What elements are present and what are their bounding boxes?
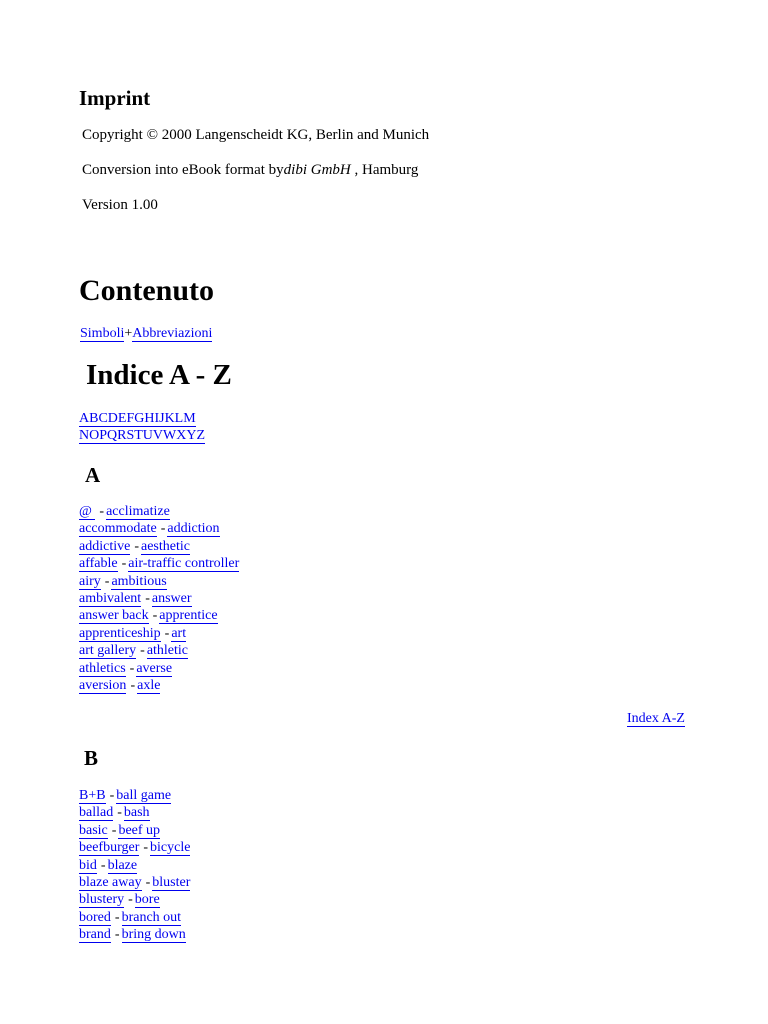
range-end-link[interactable]: ambitious (111, 573, 167, 589)
range-separator: - (164, 625, 170, 641)
range-end-link[interactable]: art (171, 625, 187, 641)
range-start-link[interactable]: brand (79, 927, 111, 943)
back-link-container (627, 711, 685, 727)
symbols-link[interactable]: Simboli (80, 326, 125, 341)
range-separator: - (121, 556, 127, 572)
range-start-link[interactable]: answer back (79, 608, 149, 624)
range-end-link[interactable]: acclimatize (106, 504, 170, 519)
range-start-link[interactable]: bored (79, 909, 111, 925)
range-separator: - (111, 822, 117, 838)
range-row (79, 857, 137, 874)
range-row (79, 607, 218, 624)
range-end-link[interactable]: bicycle (150, 840, 191, 856)
range-start-link[interactable]: addictive (79, 538, 131, 554)
version-line: Version 1.00 (82, 197, 158, 213)
range-row (79, 625, 186, 642)
range-separator: - (143, 840, 149, 856)
range-end-link[interactable]: aesthetic (140, 538, 190, 554)
range-separator: - (100, 857, 106, 873)
range-end-link[interactable]: bluster (152, 875, 191, 890)
range-start-link[interactable]: @ (79, 504, 96, 519)
conversion-prefix: Conversion into eBook format by (82, 162, 284, 178)
range-end-link[interactable]: averse (136, 660, 173, 676)
range-separator: - (152, 608, 158, 624)
range-row (79, 787, 171, 804)
range-separator: - (129, 660, 135, 676)
range-start-link[interactable]: blustery (79, 892, 125, 908)
range-row (79, 874, 190, 891)
range-separator: - (130, 678, 136, 693)
range-row (79, 503, 170, 520)
range-row (79, 590, 192, 607)
range-start-link[interactable]: bid (79, 857, 97, 873)
range-end-link[interactable]: ball game (116, 788, 172, 803)
range-separator: - (109, 788, 115, 803)
range-end-link[interactable]: blaze (107, 857, 138, 873)
alphabet-row-2 (79, 427, 205, 444)
conversion-suffix: , Hamburg (350, 162, 419, 178)
range-end-link[interactable]: branch out (121, 909, 182, 925)
section-b-heading: B (84, 746, 99, 770)
range-separator: - (160, 521, 166, 537)
range-separator: - (128, 892, 133, 908)
range-start-link[interactable]: airy (79, 573, 101, 589)
range-row (79, 909, 181, 926)
index-az-link[interactable]: Index A-Z (627, 711, 685, 726)
range-end-link[interactable]: bore (134, 892, 160, 908)
range-row (79, 520, 220, 537)
conversion-company: dibi GmbH (283, 162, 351, 178)
conversion-line (82, 162, 418, 179)
range-separator: - (145, 875, 151, 890)
abbreviations-link[interactable]: Abbreviazioni (132, 326, 213, 341)
range-row (79, 642, 188, 659)
range-end-link[interactable]: bash (123, 805, 150, 821)
range-start-link[interactable]: affable (79, 556, 118, 572)
range-row (79, 822, 160, 839)
range-start-link[interactable]: apprenticeship (79, 625, 161, 641)
range-start-link[interactable]: ballad (79, 805, 114, 821)
range-end-link[interactable]: bring down (121, 927, 186, 943)
range-start-link[interactable]: basic (79, 822, 108, 838)
range-end-link[interactable]: beef up (118, 822, 161, 838)
range-separator: - (140, 643, 145, 659)
range-separator: - (134, 538, 139, 554)
contents-links (79, 325, 212, 342)
range-row (79, 555, 239, 572)
range-separator: - (117, 805, 122, 821)
index-heading: Indice A - Z (86, 359, 232, 391)
range-row (79, 839, 190, 856)
range-row (79, 677, 160, 694)
range-start-link[interactable]: beefburger (79, 840, 140, 856)
contents-heading: Contenuto (79, 274, 215, 307)
range-row (79, 573, 167, 590)
range-row (79, 926, 186, 943)
range-start-link[interactable]: ambivalent (79, 591, 142, 606)
plus-sign: + (124, 326, 133, 341)
range-start-link[interactable]: accommodate (79, 521, 157, 537)
alphabet-row-1 (79, 410, 196, 427)
range-separator: - (104, 573, 110, 589)
range-row (79, 891, 160, 908)
range-start-link[interactable]: B+B (79, 788, 106, 803)
range-end-link[interactable]: axle (137, 678, 161, 693)
alphabet-links-a-m[interactable]: ABCDEFGHIJKLM (79, 411, 196, 426)
imprint-heading: Imprint (79, 86, 151, 110)
range-start-link[interactable]: aversion (79, 678, 127, 693)
range-end-link[interactable]: answer (151, 591, 192, 606)
range-row (79, 660, 172, 677)
range-row (79, 804, 150, 821)
range-row (79, 538, 190, 555)
range-start-link[interactable]: blaze away (79, 875, 142, 890)
section-a-heading: A (85, 463, 101, 487)
range-end-link[interactable]: addiction (167, 521, 220, 537)
range-end-link[interactable]: air-traffic controller (128, 556, 240, 572)
range-start-link[interactable]: athletics (79, 660, 126, 676)
range-end-link[interactable]: apprentice (159, 608, 218, 624)
range-separator: - (114, 909, 120, 925)
copyright-line: Copyright © 2000 Langenscheidt KG, Berlin and Munich (82, 127, 430, 143)
range-separator: - (99, 504, 105, 519)
range-start-link[interactable]: art gallery (79, 643, 137, 659)
range-end-link[interactable]: athletic (146, 643, 189, 659)
alphabet-links-n-z[interactable]: NOPQRSTUVWXYZ (79, 428, 205, 443)
range-separator: - (114, 927, 120, 943)
range-separator: - (145, 591, 150, 606)
